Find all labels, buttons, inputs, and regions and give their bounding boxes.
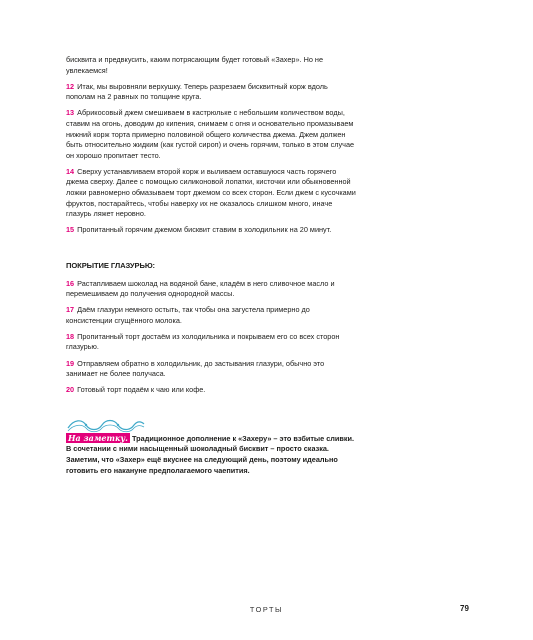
step-text: Абрикосовый джем смешиваем в кастрюльке с небольшим количеством воды, ставим на огонь, доводим до кипения, снимаем с огня и основательно промазываем нижний корж торта примерно половиной общего количества джема. Джем должен быть относительно жидким (как густой сироп) и очень горячим, только в этом случае он хорошо пропитает тесто. bbox=[66, 108, 355, 160]
step-text: Сверху устанавливаем второй корж и выливаем оставшуюся часть горячего джема сверху. Далее с помощью силиконовой лопатки, кисточки или обыкновенной ложки равномерно обмазываем торт джемом со всех сторон. Если джем с кусочками фруктов, постарайтесь, чтобы наверху их не оказалось слишком много, иначе глазурь ляжет неровно. bbox=[66, 166, 356, 219]
note-box bbox=[66, 433, 356, 476]
step-number: 18 bbox=[66, 331, 75, 341]
footer-section-title: ТОРТЫ bbox=[249, 605, 284, 614]
step-text: Даём глазури немного остыть, так чтобы она загустела примерно до консистенции сгущённого молока. bbox=[66, 305, 310, 325]
step-17 bbox=[66, 305, 356, 326]
step-text: Растапливаем шоколад на водяной бане, кладём в него сливочное масло и перемешиваем до получения однородной массы. bbox=[66, 278, 335, 299]
step-number: 17 bbox=[66, 305, 75, 315]
note-label: На заметку. bbox=[68, 432, 128, 443]
step-text: Итак, мы выровняли верхушку. Теперь разрезаем бисквитный корж вдоль пополам на 2 равных по толщине круга. bbox=[66, 81, 328, 102]
steps-bottom bbox=[66, 279, 356, 396]
step-16 bbox=[66, 279, 356, 300]
step-20 bbox=[66, 385, 356, 396]
note-text: Традиционное дополнение к «Захеру» – это взбитые сливки. В сочетании с ними насыщенный шоколадный бисквит – просто сказка. Заметим, что «Захер» ещё вкуснее на следующий день, поэтому идеально готовить его накануне предполагаемого чаепития. bbox=[66, 433, 355, 475]
note-paragraph bbox=[66, 433, 356, 476]
step-number: 12 bbox=[66, 81, 75, 91]
step-number: 15 bbox=[66, 225, 75, 235]
step-text: Отправляем обратно в холодильник, до застывания глазури, обычно это занимает не более получаса. bbox=[66, 358, 325, 379]
step-number: 13 bbox=[66, 108, 75, 118]
step-15 bbox=[66, 225, 356, 236]
wave-ornament-icon bbox=[66, 417, 356, 433]
steps-top bbox=[66, 82, 356, 236]
section-title: ПОКРЫТИЕ ГЛАЗУРЬЮ: bbox=[66, 260, 155, 270]
step-number: 19 bbox=[66, 358, 75, 368]
page-content bbox=[66, 55, 356, 476]
intro-paragraph: бисквита и предвкусить, каким потрясающим будет готовый «Захер». Но не увлекаемся! bbox=[66, 55, 324, 75]
step-19 bbox=[66, 359, 356, 380]
step-text: Пропитанный торт достаём из холодильника и покрываем его со всех сторон глазурью. bbox=[66, 331, 340, 352]
step-12 bbox=[66, 82, 356, 103]
step-number: 16 bbox=[66, 278, 75, 288]
step-text: Пропитанный горячим джемом бисквит ставим в холодильник на 20 минут. bbox=[77, 225, 332, 235]
page-number: 79 bbox=[460, 604, 469, 613]
step-14 bbox=[66, 167, 356, 220]
step-13 bbox=[66, 108, 356, 161]
step-18 bbox=[66, 332, 356, 353]
step-text: Готовый торт подаём к чаю или кофе. bbox=[77, 385, 206, 395]
step-number: 20 bbox=[66, 385, 75, 395]
step-number: 14 bbox=[66, 166, 75, 176]
